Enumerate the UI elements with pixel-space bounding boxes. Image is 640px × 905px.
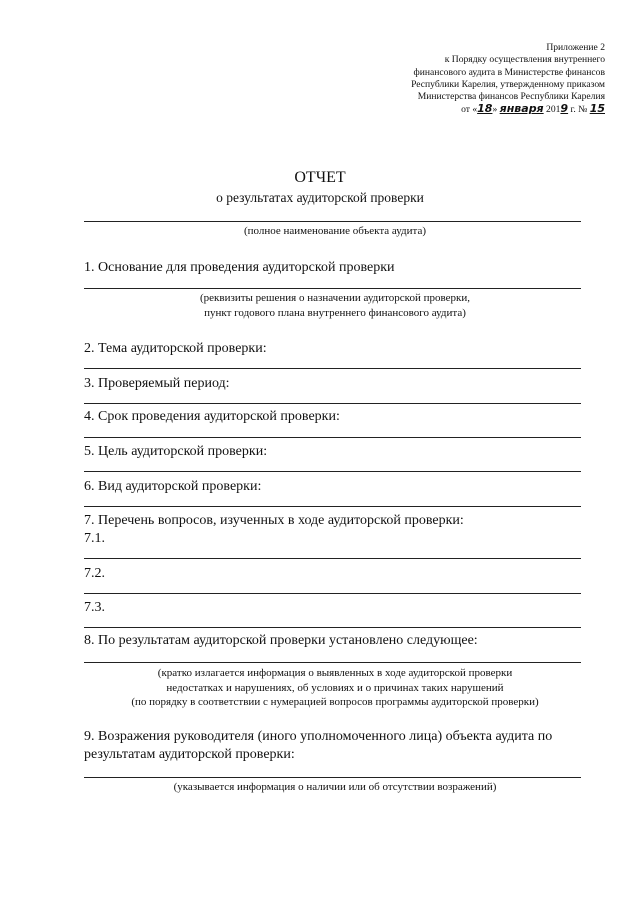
date-mid: » [492,104,500,116]
item-9-line [84,777,581,778]
appendix-line-3: финансового аудита в Министерстве финансов [413,66,605,78]
item-8-note-line-2: недостатках и нарушениях, об условиях и о причинах таких нарушений [166,681,504,694]
item-9-note: (указывается информация о наличии или об отсутствии возражений) [173,781,497,793]
number-prefix: г. № [568,104,590,116]
object-name-note: (полное наименование объекта аудита) [243,225,427,237]
item-4-line [84,437,581,438]
item-3-period: 3. Проверяемый период: [84,376,230,391]
item-9-objections: 9. Возражения руководителя (иного уполномоченного лица) объекта аудита по результатам аудиторской проверки: [84,729,553,762]
date-day: 18 [477,102,493,116]
item-8-note-line-1: (кратко излагается информация о выявленных в ходе аудиторской проверки [157,667,513,679]
appendix-line-2: к Порядку осуществления внутреннего [444,54,605,66]
item-7-2: 7.2. [84,566,105,581]
item-1-basis: 1. Основание для проведения аудиторской проверки [84,260,395,275]
item-5-line [84,471,581,472]
item-7-3-line [84,627,581,628]
item-7-1: 7.1. [84,531,105,546]
order-number: 15 [589,102,605,116]
year-prefix: 201 [543,104,561,116]
year-digit: 9 [560,102,569,116]
item-5-goal: 5. Цель аудиторской проверки: [84,444,268,459]
item-1-note-line-1: (реквизиты решения о назначении аудиторской проверки, [200,292,470,304]
item-8-note-line-3: (по порядку в соответствии с нумерацией вопросов программы аудиторской проверки) [131,696,539,708]
item-8-findings: 8. По результатам аудиторской проверки установлено следующее: [84,633,478,648]
item-8-line [84,662,581,663]
document-title: ОТЧЕТ [294,169,346,186]
document-subtitle: о результатах аудиторской проверки [216,190,424,205]
item-1-note-line-2: пункт годового плана внутреннего финансового аудита) [204,306,466,319]
item-7-2-line [84,593,581,594]
item-3-line [84,403,581,404]
appendix-line-5: Министерства финансов Республики Карелия [417,91,605,103]
date-month: января [499,102,544,116]
item-1-line [84,288,581,289]
item-2-line [84,368,581,369]
item-8-note [80,666,590,710]
item-2-topic: 2. Тема аудиторской проверки: [84,341,267,356]
appendix-header [345,42,605,117]
date-prefix: от « [461,104,478,116]
object-name-line [84,221,581,222]
item-1-note [80,291,590,320]
item-6-line [84,506,581,507]
item-7-1-line [84,558,581,559]
appendix-date-line [345,103,605,116]
item-6-type: 6. Вид аудиторской проверки: [84,479,262,494]
appendix-line-1: Приложение 2 [546,42,605,53]
item-4-term: 4. Срок проведения аудиторской проверки: [84,409,340,424]
item-7-3: 7.3. [84,600,105,615]
appendix-line-4: Республики Карелия, утвержденному приказом [411,78,605,90]
item-7-questions: 7. Перечень вопросов, изученных в ходе аудиторской проверки: [84,513,464,528]
